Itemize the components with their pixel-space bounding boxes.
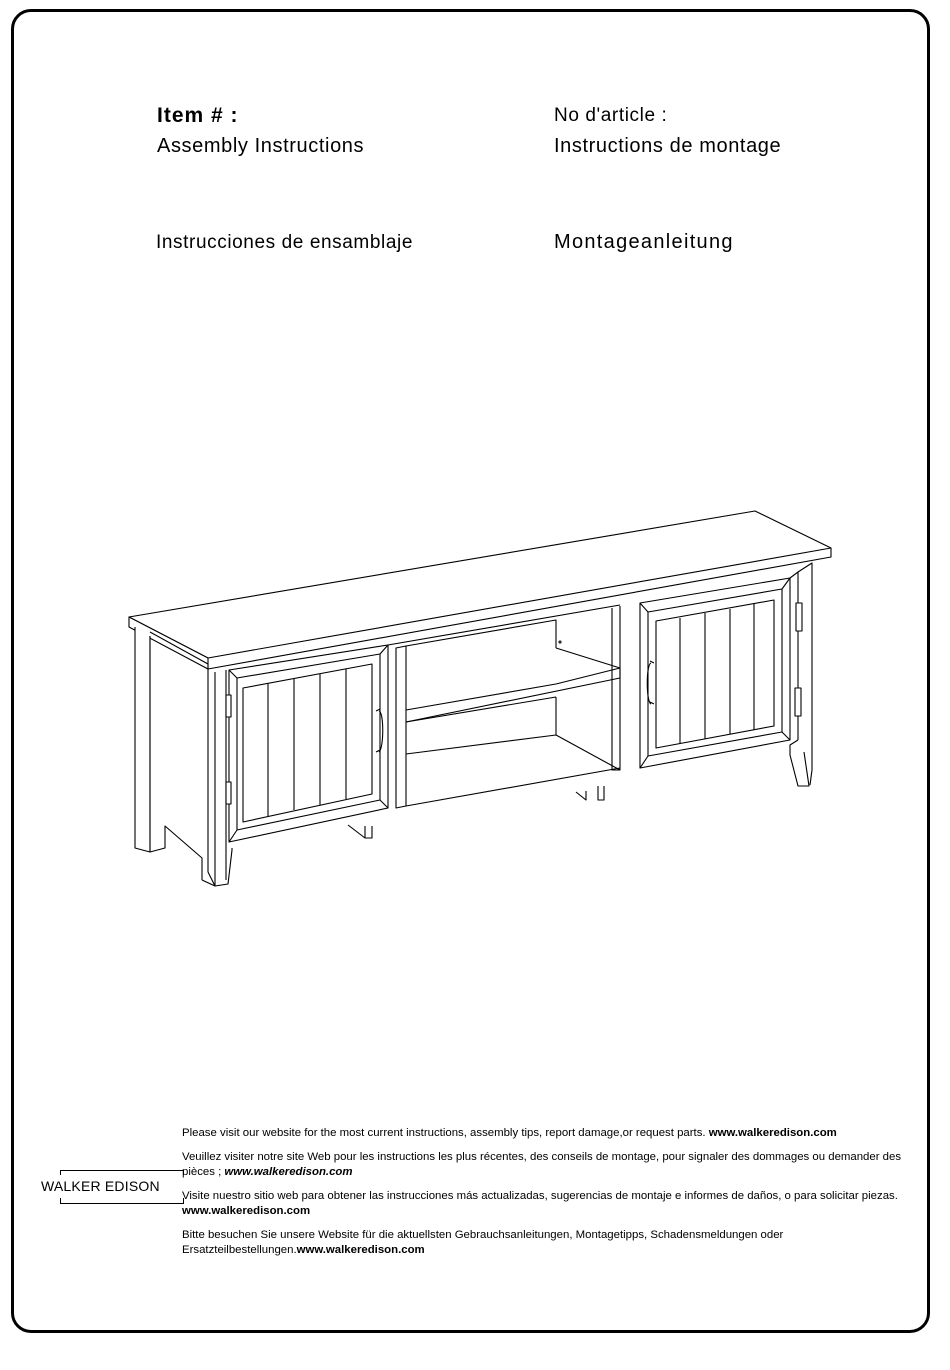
notice-en: Please visit our website for the most current instructions, assembly tips, report damage,or request parts. www.walkeredison.com xyxy=(182,1127,837,1139)
item-number-label-en: Item # : xyxy=(157,104,239,127)
website-link-en[interactable]: www.walkeredison.com xyxy=(708,1127,837,1139)
notice-es: Visite nuestro sitio web para obtener las instrucciones más actualizadas, sugerencias de montaje e informes de daños, o para solicitar piezas. www.walkeredison.com xyxy=(182,1190,898,1217)
website-link-de[interactable]: www.walkeredison.com xyxy=(296,1244,425,1256)
notice-de: Bitte besuchen Sie unsere Website für die aktuellsten Gebrauchsanleitungen, Montagetipps, Schadensmeldungen oder Ersatzteilbestellungen.www.walkeredison.com xyxy=(182,1229,784,1256)
walker-edison-logo xyxy=(41,1170,161,1206)
assembly-instructions-title-de: Montageanleitung xyxy=(554,231,734,253)
tv-stand-illustration xyxy=(120,505,840,895)
website-link-fr[interactable]: www.walkeredison.com xyxy=(224,1166,353,1178)
brand-name: WALKER EDISON xyxy=(41,1178,160,1194)
notice-fr: Veuillez visiter notre site Web pour les instructions les plus récentes, des conseils de montage, pour signaler des dommages ou demander des pièces ; www.walkeredison.com xyxy=(182,1151,902,1178)
website-notice xyxy=(182,1126,910,1267)
assembly-instructions-title-fr: Instructions de montage xyxy=(554,135,782,157)
website-link-es[interactable]: www.walkeredison.com xyxy=(182,1205,311,1217)
item-number-label-fr: No d'article : xyxy=(554,105,668,126)
assembly-instructions-title-en: Assembly Instructions xyxy=(157,135,365,157)
assembly-instructions-title-es: Instrucciones de ensamblaje xyxy=(156,232,414,253)
